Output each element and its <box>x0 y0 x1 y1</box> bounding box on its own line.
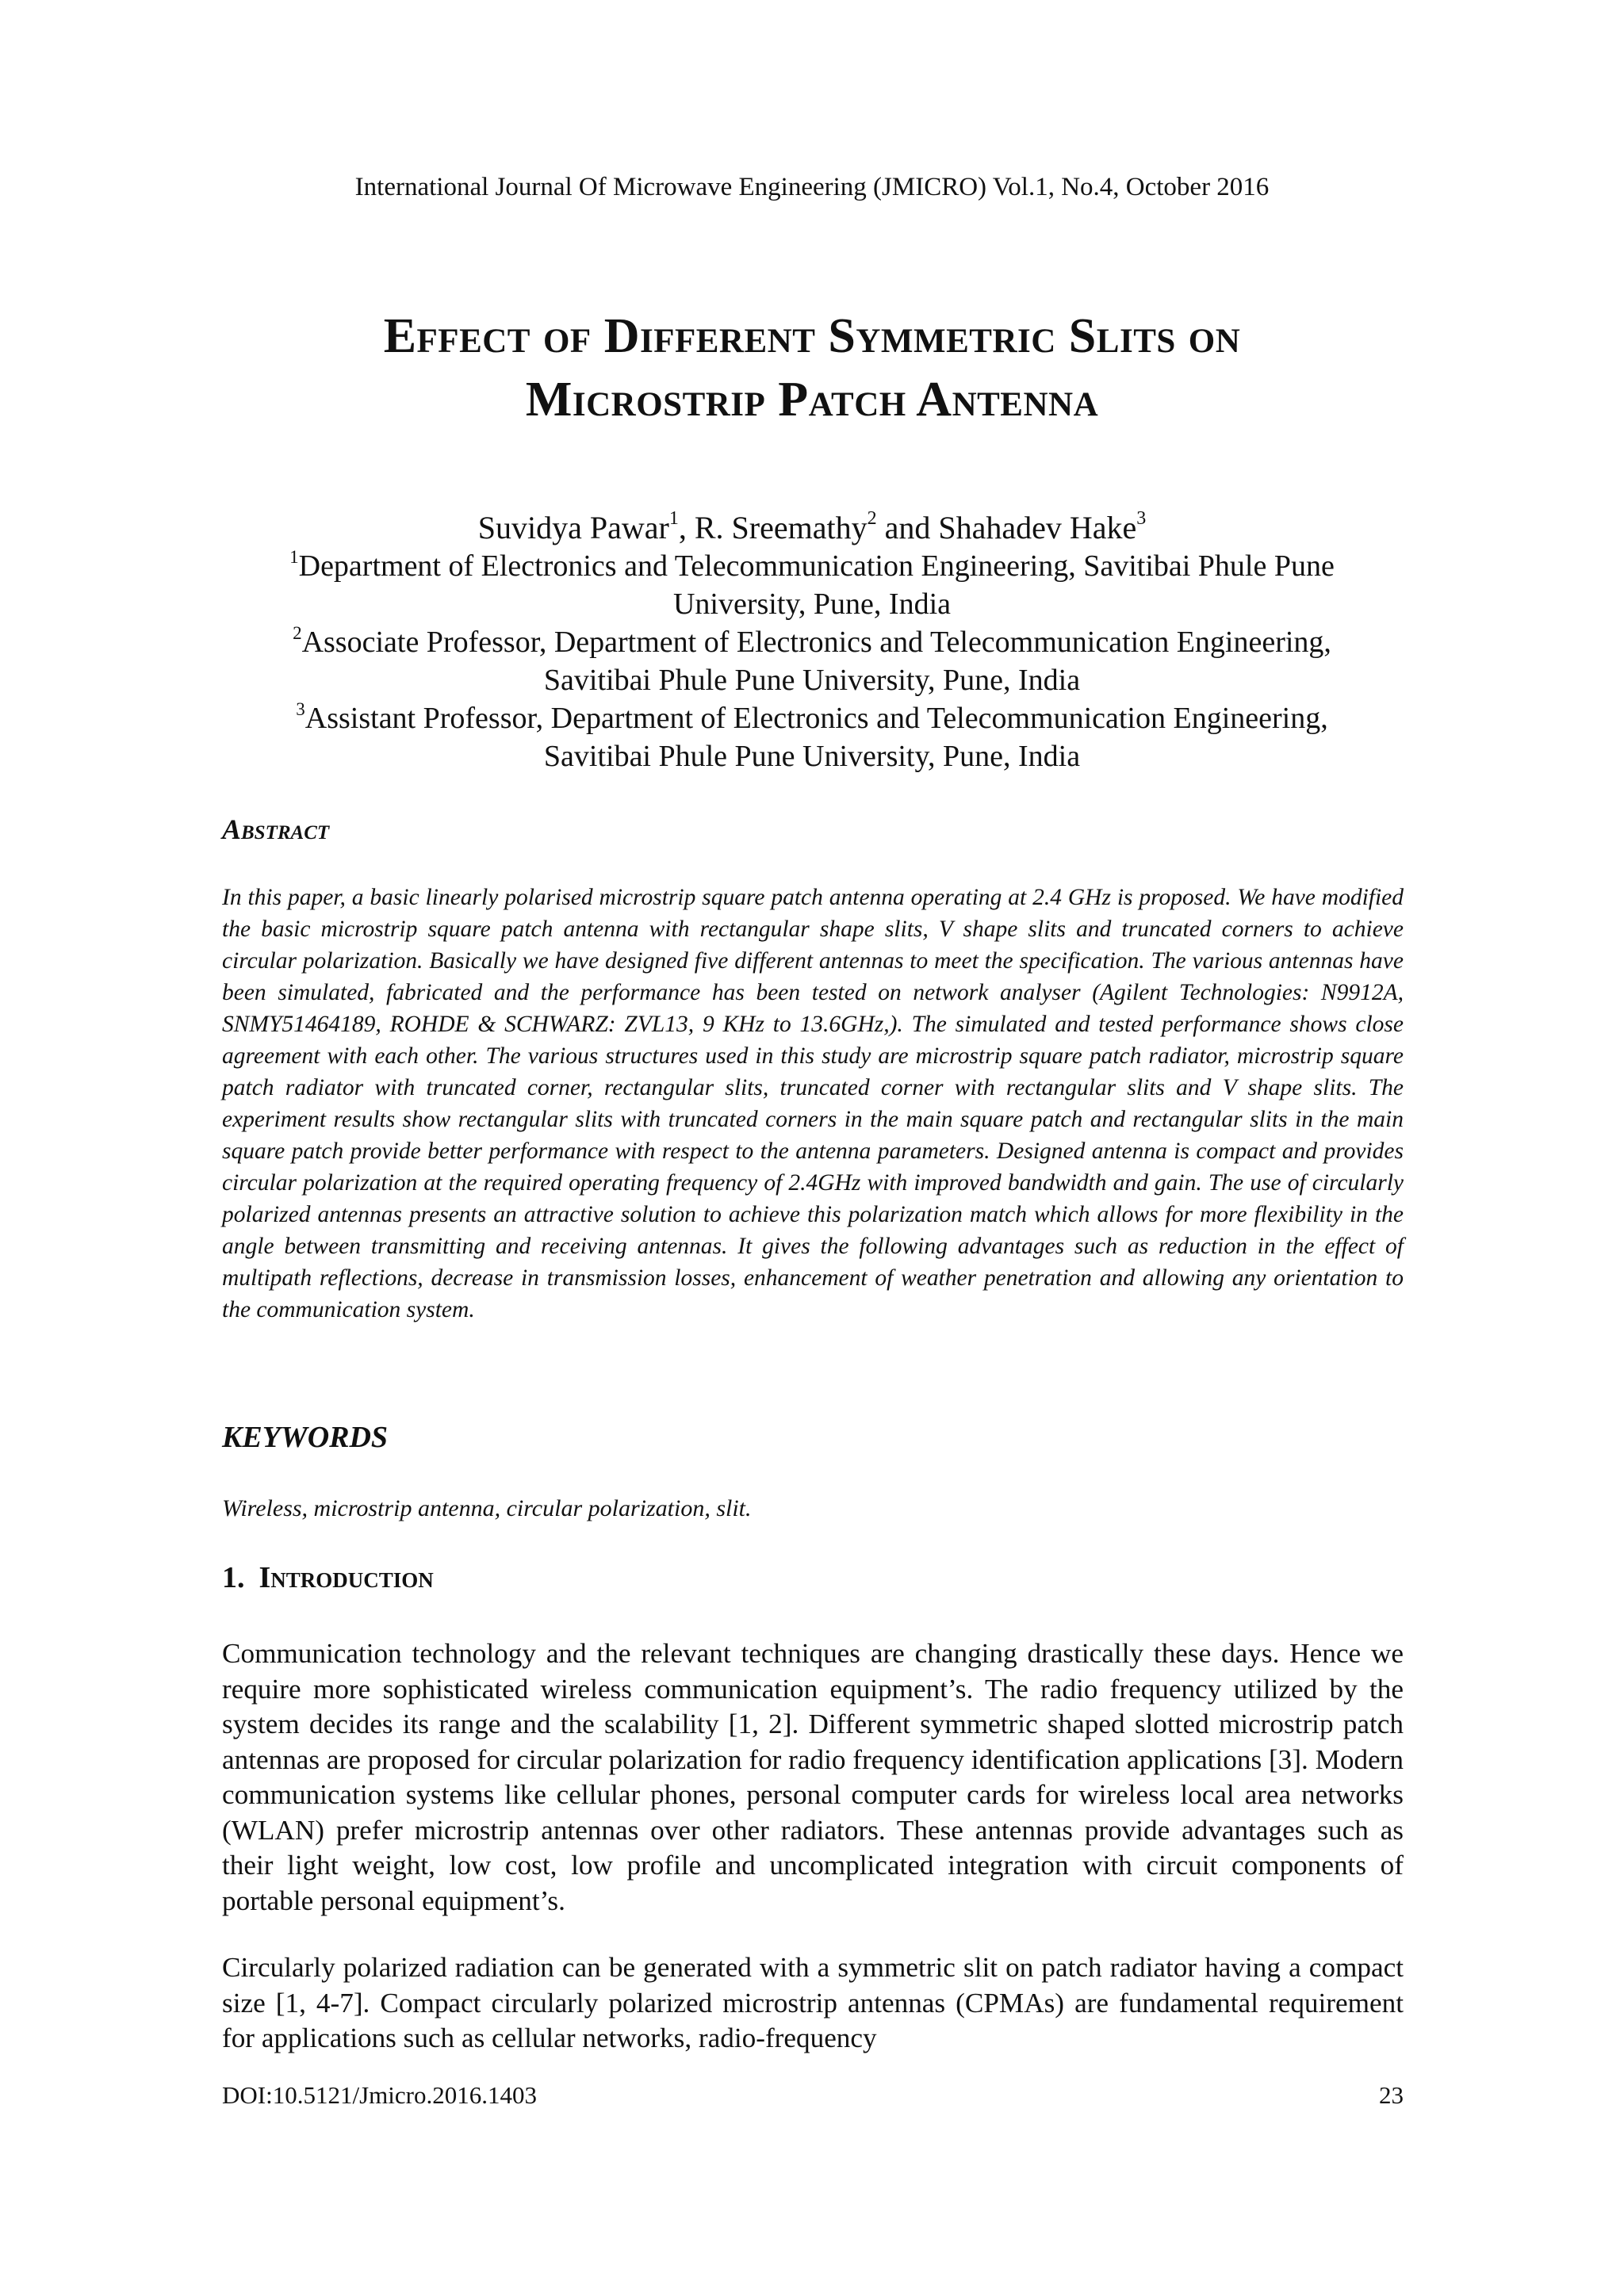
affiliation-3 <box>222 699 1402 775</box>
author-list <box>0 507 1624 549</box>
affiliation-line: Department of Electronics and Telecommunication Engineering, Savitibai Phule Pune <box>298 549 1335 583</box>
affiliation-block <box>222 547 1402 775</box>
affiliation-line: University, Pune, India <box>672 587 952 621</box>
page-number: 23 <box>1379 2081 1404 2109</box>
paper-title <box>174 304 1450 431</box>
title-line-2: Microstrip Patch Antenna <box>525 373 1099 427</box>
author-name: Shahadev Hake <box>938 510 1137 545</box>
footer-doi: DOI:10.5121/Jmicro.2016.1403 <box>222 2081 537 2109</box>
abstract-heading: Abstract <box>222 813 330 845</box>
body-paragraph: Communication technology and the relevant techniques are changing drastically these days. Hence we require more sophisticated wireless communication equipment’s. The radio frequency utilized by the system decides its range and the scalability [1, 2]. Different symmetric shaped slotted microstrip patch antennas are proposed for circular polarization for radio frequency identification applications [3]. Modern communication systems like cellular phones, personal computer cards for wireless local area networks (WLAN) prefer microstrip antennas over other radiators. These antennas provide advantages such as their light weight, low cost, low profile and uncomplicated integration with circuit components of portable personal equipment’s. <box>222 1638 1404 1916</box>
affiliation-mark: 3 <box>296 699 305 719</box>
abstract-text: In this paper, a basic linearly polarised microstrip square patch antenna operating at 2.4 GHz is proposed. We have modified the basic microstrip square patch antenna with rectangular shape slits, V shape slits and truncated corners to achieve circular polarization. Basically we have designed five different antennas to meet the specification. The various antennas have been simulated, fabricated and the performance has been tested on network analyser (Agilent Technologies: N9912A, SNMY51464189, ROHDE & SCHWARZ: ZVL13, 9 KHz to 13.6GHz,). The simulated and tested performance shows close agreement with each other. The various structures used in this study are microstrip square patch radiator, microstrip square patch radiator with truncated corner, rectangular slits, truncated corner with rectangular slits and V shape slits. The experiment results show rectangular slits with truncated corners in the main square patch and rectangular slits in the main square patch provide better performance with respect to the antenna parameters. Designed antenna is compact and provides circular polarization at the required operating frequency of 2.4GHz with improved bandwidth and gain. The use of circularly polarized antennas presents an attractive solution to achieve this polarization match which allows for more flexibility in the angle between transmitting and receiving antennas. It gives the following advantages such as reduction in the effect of multipath reflections, decrease in transmission losses, enhancement of weather penetration and allowing any orientation to the communication system. <box>222 885 1404 1322</box>
affiliation-line: Associate Professor, Department of Electronics and Telecommunication Engineering, <box>301 626 1331 659</box>
section-title: Introduction <box>259 1561 434 1594</box>
affiliation-line: Savitibai Phule Pune University, Pune, India <box>543 740 1081 773</box>
affiliation-line: Assistant Professor, Department of Electronics and Telecommunication Engineering, <box>304 702 1328 735</box>
section-heading-introduction <box>222 1559 434 1597</box>
author-affiliation-mark: 3 <box>1136 508 1147 529</box>
title-line-1: Effect of Different Symmetric Slits on <box>383 309 1241 363</box>
section-number: 1. <box>222 1561 245 1594</box>
author-separator: , <box>678 510 695 545</box>
body-paragraph: Circularly polarized radiation can be generated with a symmetric slit on patch radiator having a compact size [1, 4-7]. Compact circularly polarized microstrip antennas (CPMAs) are fundamental requirement for applications such as cellular networks, radio-frequency <box>222 1952 1404 2053</box>
running-header: International Journal Of Microwave Engineering (JMICRO) Vol.1, No.4, October 2016 <box>354 173 1270 201</box>
author-affiliation-mark: 1 <box>668 508 679 529</box>
keywords-text: Wireless, microstrip antenna, circular polarization, slit. <box>222 1495 752 1521</box>
affiliation-mark: 1 <box>289 547 299 567</box>
author-name: R. Sreemathy <box>694 510 868 545</box>
author-name: Suvidya Pawar <box>477 510 669 545</box>
keywords-heading: KEYWORDS <box>222 1421 389 1454</box>
affiliation-line: Savitibai Phule Pune University, Pune, India <box>543 664 1081 697</box>
affiliation-mark: 2 <box>293 623 302 643</box>
author-affiliation-mark: 2 <box>867 508 877 529</box>
affiliation-1 <box>222 547 1402 623</box>
affiliation-2 <box>222 623 1402 699</box>
author-separator: and <box>876 510 939 545</box>
